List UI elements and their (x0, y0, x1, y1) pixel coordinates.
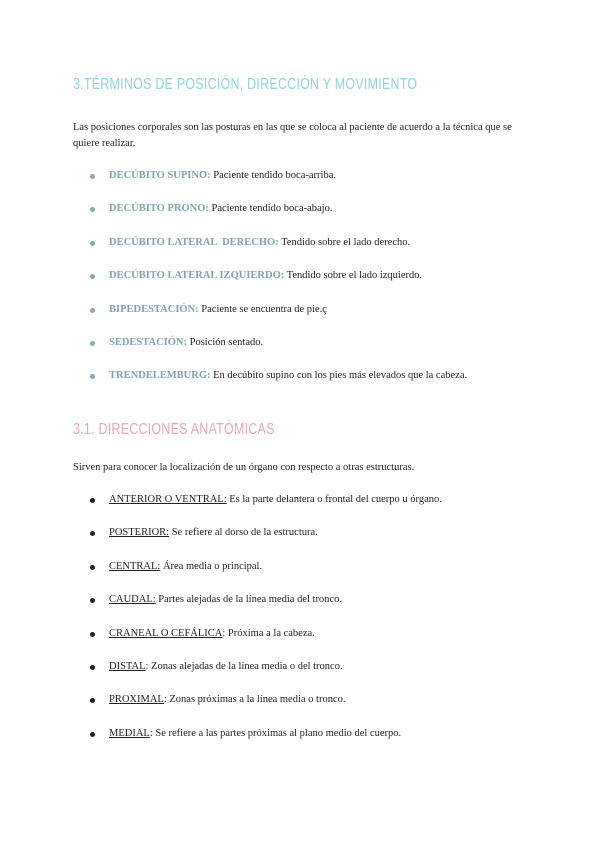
list-item (73, 560, 442, 593)
list-item (73, 727, 442, 760)
bullet-icon (90, 665, 95, 670)
term-description: : Zonas alejadas de la línea media o del tronco. (145, 660, 343, 672)
direcciones-list (73, 493, 442, 760)
bullet-icon (90, 565, 95, 570)
term-description: En decúbito supino con los pies más elevados que la cabeza. (210, 370, 468, 382)
term-label: ANTERIOR O VENTRAL: (109, 494, 227, 505)
term-label: TRENDELEMBURG: (109, 370, 211, 382)
term-description: Posición sentado. (187, 336, 264, 348)
term-label: DECÚBITO SUPINO: (109, 170, 211, 181)
term-description: Paciente se encuentra de pie.ç (198, 303, 327, 315)
term-label: SEDESTACIÓN: (109, 336, 187, 348)
bullet-icon (90, 374, 95, 379)
list-item (73, 526, 442, 559)
term-label: MEDIAL (109, 727, 150, 739)
term-label: BIPEDESTACIÓN: (109, 303, 199, 315)
term-description: Paciente tendido boca-abajo. (208, 203, 333, 215)
section-heading-direcciones: 3.1. DIRECCIONES ANATÓMICAS (73, 421, 275, 438)
bullet-icon (90, 341, 95, 346)
term-description: Partes alejadas de la línea media del tronco. (155, 594, 342, 606)
list-item (73, 627, 442, 660)
list-item (73, 202, 467, 235)
list-item (73, 303, 467, 336)
term-label: DECÚBITO LATERAL IZQUIERDO: (109, 270, 285, 282)
bullet-icon (90, 274, 95, 279)
bullet-icon (90, 732, 95, 737)
term-label: CRANEAL O CEFÁLICA (109, 627, 223, 639)
list-item (73, 236, 467, 269)
list-item (73, 169, 467, 202)
bullet-icon (90, 207, 95, 212)
term-description: Área media o principal. (160, 560, 263, 572)
bullet-icon (90, 241, 95, 246)
term-label: CAUDAL: (109, 594, 156, 606)
list-item (73, 593, 442, 626)
section-intro-direcciones: Sirven para conocer la localización de un órgano con respecto a otras estructuras. (73, 462, 415, 473)
term-description: Tendido sobre el lado derecho. (278, 236, 411, 248)
term-label: POSTERIOR: (109, 527, 170, 539)
term-description: : Se refiere a las partes próximas al plano medio del cuerpo. (149, 727, 402, 739)
term-label: CENTRAL: (109, 560, 161, 572)
section-heading-terminos: 3.TÉRMINOS DE POSICIÓN, DIRECCIÓN Y MOVIMIENTO (73, 76, 418, 93)
bullet-icon (90, 174, 95, 179)
term-description: : Zonas próximas a la línea media o tronco. (163, 694, 346, 706)
bullet-icon (90, 531, 95, 536)
posiciones-list (73, 169, 467, 403)
term-label: DECÚBITO LATERAL DERECHO: (109, 236, 279, 248)
bullet-icon (90, 598, 95, 603)
term-label: DISTAL (109, 660, 146, 672)
term-label: DECÚBITO PRONO: (109, 203, 209, 215)
bullet-icon (90, 632, 95, 637)
bullet-icon (90, 308, 95, 313)
bullet-icon (90, 498, 95, 503)
list-item (73, 369, 467, 402)
term-label: PROXIMAL (109, 694, 164, 706)
term-description: Se refiere al dorso de la estructura. (169, 527, 318, 539)
term-description: : Próxima a la cabeza. (222, 627, 315, 639)
term-description: Paciente tendido boca-arriba. (210, 170, 336, 181)
term-description: Es la parte delantera o frontal del cuerpo u órgano. (226, 494, 442, 505)
list-item (73, 660, 442, 693)
list-item (73, 336, 467, 369)
term-description: Tendido sobre el lado izquierdo. (284, 270, 423, 282)
list-item (73, 693, 442, 726)
bullet-icon (90, 698, 95, 703)
list-item (73, 269, 467, 302)
section-intro-posiciones: Las posiciones corporales son las posturas en las que se coloca al paciente de acuerdo a la técnica que se quiere realizar. (73, 122, 512, 149)
list-item (73, 493, 442, 526)
